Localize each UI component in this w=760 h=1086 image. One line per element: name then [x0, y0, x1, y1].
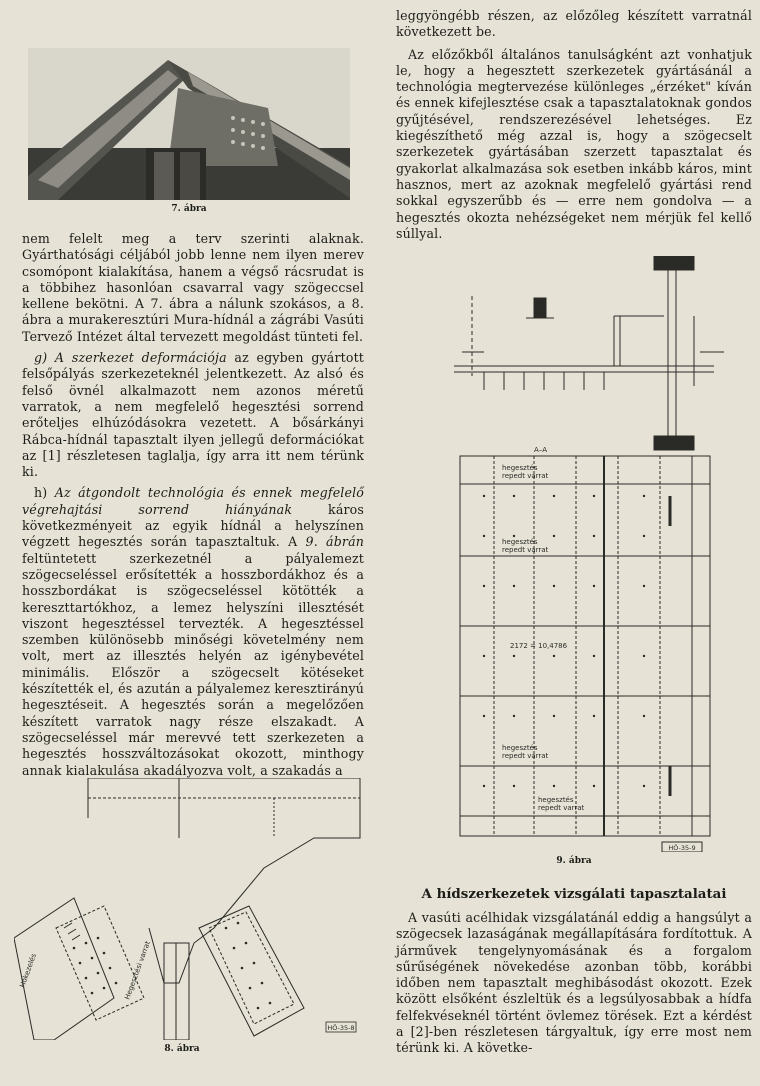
left-paragraph-1: nem felelt meg a terv szerinti alaknak. Gyárthatósági céljából jobb lenne nem ilyen merev csomópont kialakítása, hanem a végső rácsrudat is a többihez hasonlóan csavarral vagy szögeccsel kellene bekötni. A 7. ábra a nálunk szokásos, a 8. ábra a murakeresztúri Mura-hídnál a zágrábi Vasúti Tervező Intézet által tervezett megoldást tünteti fel. — [22, 231, 364, 344]
right-paragraph-2: Az előzőkből általános tanulságként azt vonhatjuk le, hogy a hegesztett szerkezetek gyártásánál a technológia megtervezése különleges „érzéket" kíván és ennek kifejlesztése csak a tapasztalatoknak gondos gyűjtésével, rendszerezésével lehetséges. Ez kiegészíthető még azzal is, hogy a szögecselt szerkezetek gyártásában szerzett tapasztalat és gyakorlat alkalmazása sok esetben inkább káros, mint hasznos, mert az azoknak megfelelő gyártási rend sokkal egyszerűbb és — erre nem gondolva — a hegesztés okozta nehézségeket nem mérjük fel kellő súllyal. — [396, 46, 752, 241]
figure-7-caption: 7. ábra — [171, 204, 207, 214]
figure-8-caption: 8. ábra — [164, 1044, 200, 1054]
paragraph-h-label: h) — [34, 485, 55, 501]
fig9-label-7: repedt varrat — [538, 804, 585, 812]
figure-9-drawing — [454, 256, 754, 852]
paragraph-h-figref: 9. ábrán — [305, 534, 364, 550]
fig9-label-5: repedt varrat — [502, 752, 549, 760]
paragraph-h-mid: káros következményeit az egyik hídnál a helyszínen végzett hegesztés során tapasztaltuk. A — [22, 501, 364, 550]
heading-g-italic: g) A szerkezet deformációja — [34, 350, 227, 366]
fig9-label-6: hegesztés — [538, 796, 574, 804]
paragraph-h-rest: feltüntetett szerkezetnél a pályalemezt szögecseléssel erősítették a hosszbordákhoz és a hosszbordákat is szögecseléssel kötötték a kereszttartókhoz, a lemez helyszíni illesztését viszont hegesztéssel tervezték. A hegesztéssel szemben különösebb minőségi követelmény nem volt, mert az illesztés helyén az igénybevétel minimális. Először a szögecselt kötéseket készítették el, és azután a pályalemez keresztirányú hegesztéseit. A hegesztés során a megelőzően készített varratok nagy része elszakadt. A szögecseléssel már merevvé tett szerkezeten a hegesztés hosszváltozásokat okozott, minthogy annak kialakulása akadályozva volt, a szakadás a — [22, 550, 364, 778]
fig9-label-3: repedt varrat — [502, 546, 549, 554]
section-heading: A hídszerkezetek vizsgálati tapasztalatai — [421, 886, 727, 902]
left-paragraph-g — [22, 350, 364, 480]
fig9-label-2: hegesztés — [502, 538, 538, 546]
heading-h-italic: Az átgondolt technológia és ennek megfelelő végrehajtási sorrend hiányának — [22, 485, 364, 517]
fig9-label-0: hegesztés — [502, 464, 538, 472]
figure-9-caption: 9. ábra — [556, 856, 592, 866]
fig9-dimension: 2172 = 10,4786 — [510, 642, 568, 650]
fig9-stamp: HÖ-35-9 — [668, 844, 696, 852]
fig9-section-label: A–A — [534, 446, 548, 454]
fig8-rotated-label-2: Hegesztési varrat — [123, 940, 152, 1001]
figure-8-drawing — [14, 778, 364, 1040]
fig8-rotated-label-1: Hőkezelés — [18, 952, 39, 989]
fig8-stamp: HÖ-35-8 — [327, 1024, 355, 1032]
right-paragraph-1: leggyöngébb részen, az előzőleg készített varratnál következett be. — [396, 8, 752, 40]
left-paragraph-h — [22, 485, 364, 778]
figure-7-photo — [28, 48, 350, 200]
fig9-label-4: hegesztés — [502, 744, 538, 752]
paragraph-g-text: az egyben gyártott felsőpályás szerkezeteknél jelentkezett. Az alsó és felső övnél alkalmazott nem azonos méretű varratok, a nem megfelelő hegesztési sorrend erőteljes elhúzódásokra vezetett. A bősárkányi Rábca-hídnál tapasztalt ilyen jellegű deformációkat az [1] részletesen taglalja, így arra itt nem térünk ki. — [22, 350, 364, 480]
fig9-label-1: repedt varrat — [502, 472, 549, 480]
right-paragraph-3: A vasúti acélhidak vizsgálatánál eddig a hangsúlyt a szögecsek lazaságának megállapítására fordítottuk. A járművek tengelynyomásának és a forgalom sűrűségének növekedése azonban több, korábbi időben nem tapasztalt meghibásodást okozott. Ezek között elsőként észleltük és a legsúlyosabbak a hídfa felfekvéseknél történt övlemez törések. Ezt a kérdést a [2]-ben részletesen tárgyaltuk, így erre most nem térünk ki. A követke- — [396, 910, 752, 1056]
